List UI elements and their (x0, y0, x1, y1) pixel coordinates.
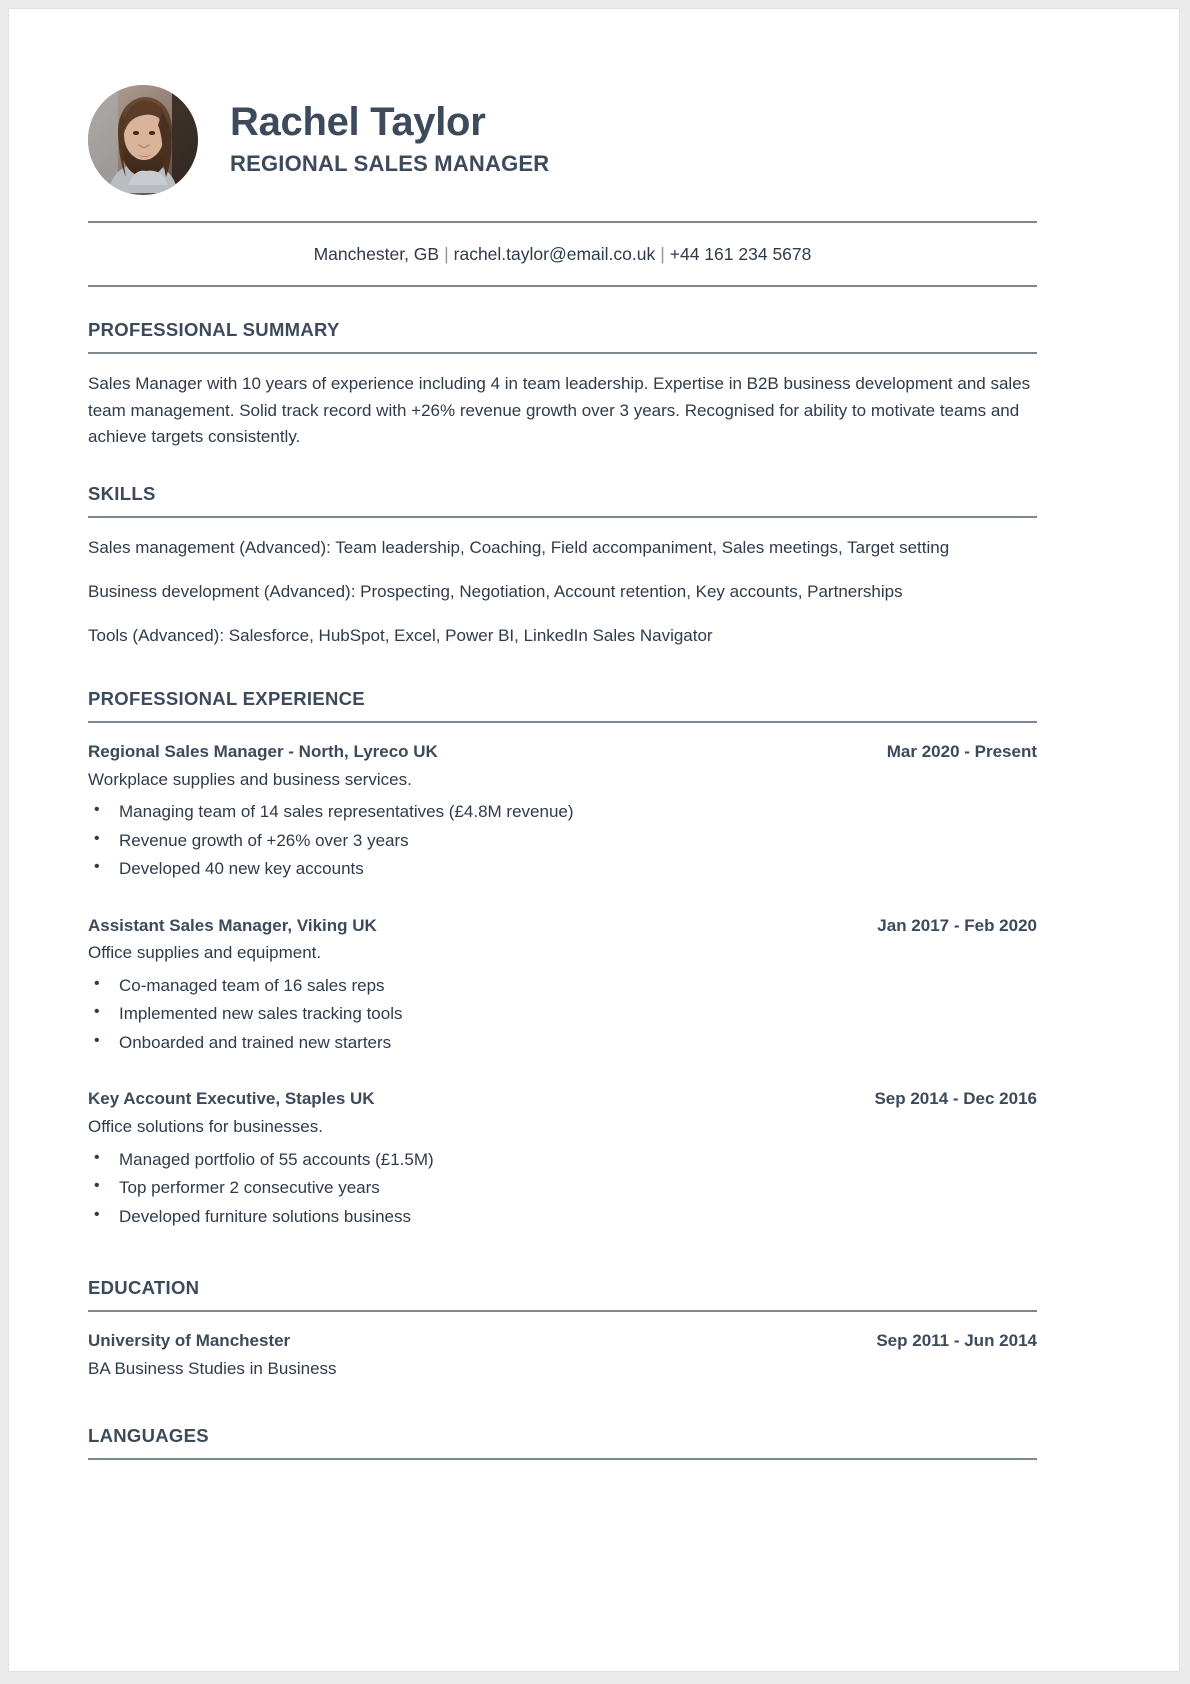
experience-bullet-list (88, 798, 1037, 884)
section-heading-summary: PROFESSIONAL SUMMARY (88, 318, 340, 340)
experience-bullet: • Co-managed team of 16 sales reps (88, 972, 1037, 1001)
contact-location: Manchester, GB (313, 244, 440, 264)
skill-line: Sales management (Advanced): Team leadership, Coaching, Field accompaniment, Sales meetings, Target setting (88, 538, 950, 558)
experience-bullet-list (88, 1146, 1037, 1232)
summary-text: Sales Manager with 10 years of experience including 4 in team leadership. Expertise in B2B business development and sales team management. Solid track record with +26% revenue growth over 3 years. Recognised for ability to motivate teams and achieve targets consistently. (88, 373, 1031, 447)
experience-entry (88, 740, 1037, 884)
experience-job-date: Sep 2014 - Dec 2016 (874, 1089, 1037, 1109)
experience-job-title: Regional Sales Manager - North, Lyreco UK (88, 741, 438, 761)
experience-company-description: Workplace supplies and business services. (88, 769, 412, 789)
section-divider-languages (88, 1458, 1037, 1460)
skill-line: Business development (Advanced): Prospecting, Negotiation, Account retention, Key accounts, Partnerships (88, 582, 903, 602)
resume-content (88, 9, 1037, 1477)
experience-bullet: • Developed 40 new key accounts (88, 855, 1037, 884)
experience-entry-head (88, 914, 1037, 939)
education-date: Sep 2011 - Jun 2014 (876, 1331, 1037, 1351)
experience-entry-head (88, 1087, 1037, 1112)
education-entry-head (88, 1329, 1037, 1354)
header-divider-bottom (88, 285, 1037, 287)
section-divider-skills (88, 516, 1037, 518)
section-heading-education: EDUCATION (88, 1277, 200, 1299)
skill-line: Tools (Advanced): Salesforce, HubSpot, Excel, Power BI, LinkedIn Sales Navigator (88, 626, 713, 646)
profile-photo-icon (88, 85, 198, 195)
experience-bullet: • Revenue growth of +26% over 3 years (88, 827, 1037, 856)
experience-company-description: Office supplies and equipment. (88, 943, 322, 963)
section-heading-experience: PROFESSIONAL EXPERIENCE (88, 687, 365, 709)
experience-bullet: • Implemented new sales tracking tools (88, 1000, 1037, 1029)
contact-line (88, 223, 1037, 285)
experience-bullet: • Managed portfolio of 55 accounts (£1.5M) (88, 1146, 1037, 1175)
resume-header (88, 9, 1037, 195)
page-title: Rachel Taylor (230, 99, 486, 144)
section-professional-summary (88, 319, 1037, 452)
experience-entry (88, 914, 1037, 1058)
avatar (88, 85, 198, 195)
experience-bullet: • Onboarded and trained new starters (88, 1029, 1037, 1058)
experience-bullet: • Managing team of 14 sales representatives (£4.8M revenue) (88, 798, 1037, 827)
section-languages (88, 1425, 1037, 1460)
section-divider-summary (88, 352, 1037, 354)
experience-entry (88, 1087, 1037, 1231)
section-professional-experience (88, 688, 1037, 1231)
section-divider-education (88, 1310, 1037, 1312)
experience-company-description: Office solutions for businesses. (88, 1117, 323, 1137)
resume-page (8, 8, 1180, 1672)
experience-job-title: Key Account Executive, Staples UK (88, 1089, 375, 1109)
education-degree: BA Business Studies in Business (88, 1358, 337, 1378)
contact-phone[interactable]: +44 161 234 5678 (669, 244, 812, 264)
experience-bullet: • Developed furniture solutions business (88, 1203, 1037, 1232)
section-education (88, 1277, 1037, 1381)
section-heading-skills: SKILLS (88, 483, 156, 505)
contact-email[interactable]: rachel.taylor@email.co.uk (453, 244, 656, 264)
job-role-subtitle: REGIONAL SALES MANAGER (230, 151, 550, 177)
education-institution: University of Manchester (88, 1331, 291, 1351)
experience-job-date: Jan 2017 - Feb 2020 (877, 915, 1037, 935)
experience-bullet: • Top performer 2 consecutive years (88, 1174, 1037, 1203)
section-skills (88, 483, 1037, 650)
contact-separator-1: | (444, 244, 449, 264)
section-divider-experience (88, 721, 1037, 723)
experience-entry-head (88, 740, 1037, 765)
education-entry (88, 1329, 1037, 1381)
experience-job-date: Mar 2020 - Present (886, 741, 1037, 761)
experience-job-title: Assistant Sales Manager, Viking UK (88, 915, 377, 935)
experience-bullet-list (88, 972, 1037, 1058)
section-heading-languages: LANGUAGES (88, 1425, 209, 1447)
contact-separator-2: | (660, 244, 665, 264)
identity-block (230, 100, 549, 181)
